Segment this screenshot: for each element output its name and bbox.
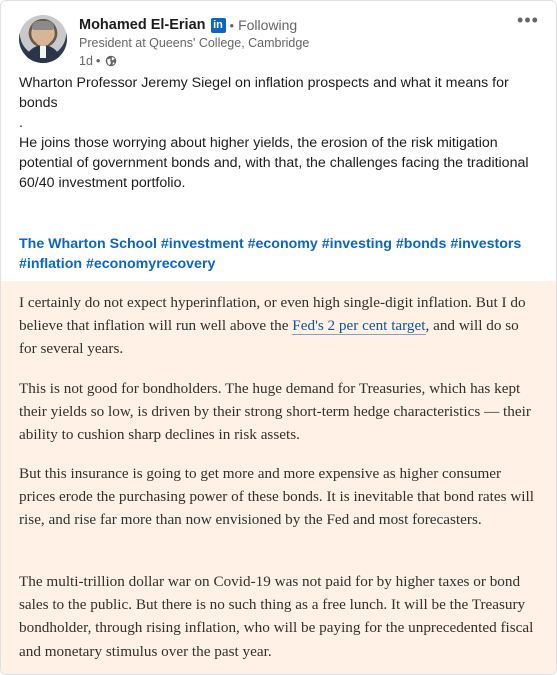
linkedin-icon: in [211, 18, 226, 33]
hashtag-investors[interactable]: #investors [450, 236, 522, 252]
post-text-line-2: . [19, 115, 23, 131]
follow-status[interactable]: Following [238, 17, 298, 33]
hashtag-investing[interactable]: #investing [321, 236, 392, 252]
fed-target-link[interactable]: Fed's 2 per cent target [292, 317, 426, 335]
article-excerpt-image[interactable] [1, 281, 557, 675]
mention-wharton-school[interactable]: The Wharton School [19, 236, 157, 252]
separator-dot: • [229, 17, 235, 33]
author-name-row [79, 15, 502, 35]
article-paragraph-4: The multi-trillion dollar war on Covid-19 was not paid for by higher taxes or bond sales to the public. But there is no such thing as a free lunch. It will be the Treasury bondholder, through rising inflation, who will be paying for the unprecedented fiscal and monetary stimulus over the past year. [19, 573, 534, 660]
hashtag-economyrecovery[interactable]: #economyrecovery [86, 256, 216, 272]
article-paragraph-2: This is not good for bondholders. The huge demand for Treasuries, which has kept their yields so low, is driven by their strong short-term hedge characteristics — their ability to cushion sharp declines in risk assets. [19, 380, 531, 444]
author-headline: President at Queens' College, Cambridge [79, 36, 310, 50]
hashtag-inflation[interactable]: #inflation [19, 256, 83, 272]
avatar-hair [32, 21, 54, 30]
article-paragraph-1 [19, 291, 538, 361]
hashtag-investment[interactable]: #investment [160, 236, 244, 252]
article-paragraph-1-before: I certainly do not expect hyperinflation, or even high single-digit inflation. But I do believe that inflation will run well above the [19, 294, 526, 335]
article-paragraph-3: But this insurance is going to get more and more expensive as higher consumer prices erode the purchasing power of these bonds. It is inevitable that bond rates will rise, and rise far more than now envisioned by the Fed and most forecasters. [19, 465, 534, 529]
avatar-shirt [40, 46, 46, 58]
post-hashtags [19, 234, 542, 274]
post-text [19, 73, 538, 193]
time-separator-dot: • [95, 53, 101, 68]
author-avatar[interactable] [19, 15, 67, 63]
post-time-row [79, 53, 502, 68]
author-meta [79, 15, 502, 68]
post-text-line-3: He joins those worrying about higher yields, the erosion of the risk mitigation potential of government bonds and, with that, the challenges facing the traditional 60/40 investment portfolio. [19, 135, 529, 191]
globe-icon [105, 55, 117, 67]
post-header [19, 10, 542, 69]
article-paragraph-1-after: , and will do so for several years. [19, 317, 519, 358]
post-text-line-1: Wharton Professor Jeremy Siegel on inflation prospects and what it means for bonds [19, 75, 509, 111]
more-options-button[interactable]: ••• [517, 10, 539, 30]
hashtag-economy[interactable]: #economy [247, 236, 318, 252]
author-name[interactable]: Mohamed El-Erian [79, 17, 206, 33]
hashtag-bonds[interactable]: #bonds [395, 236, 447, 252]
post-time: 1d [79, 53, 93, 68]
